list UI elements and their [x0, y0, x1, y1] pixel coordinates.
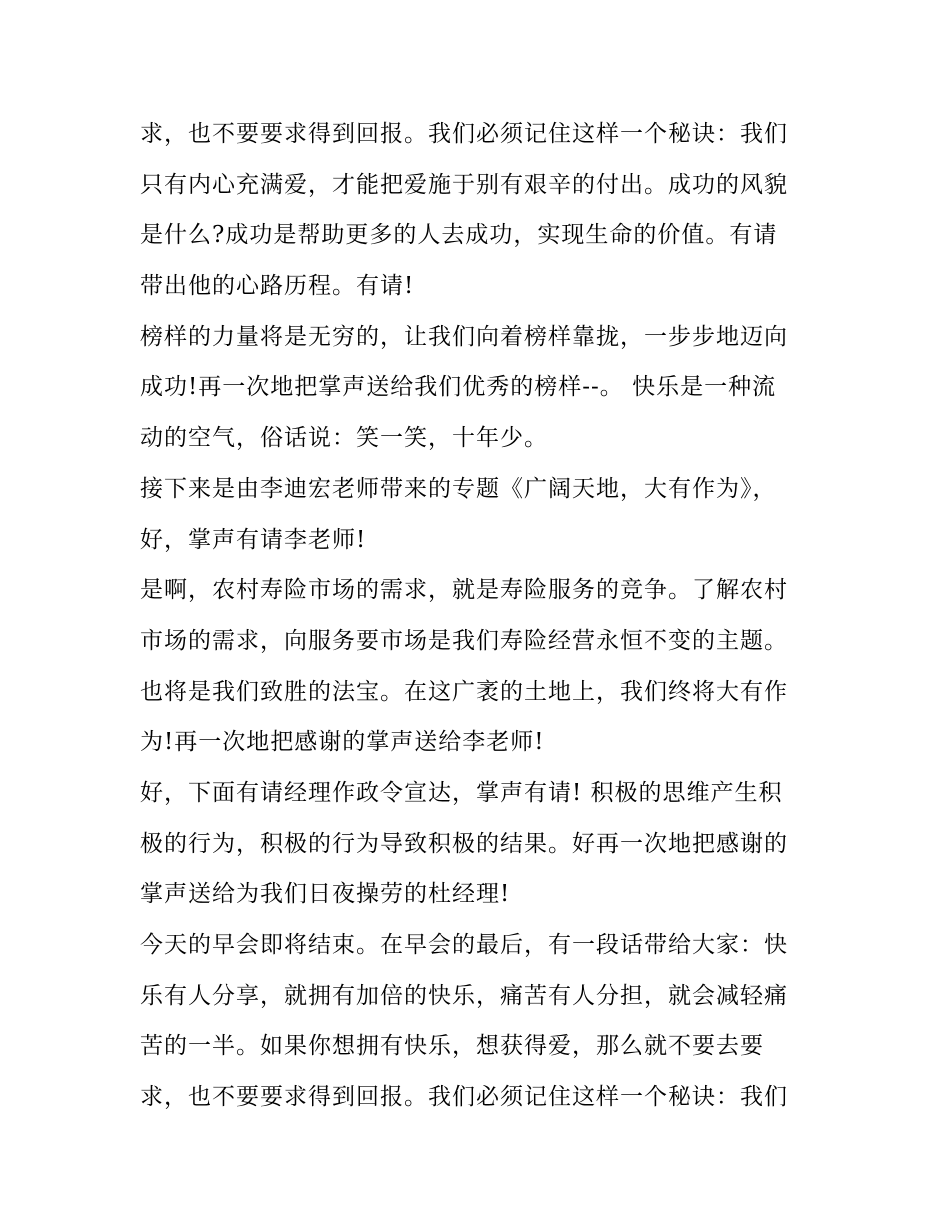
text-line: 动的空气，俗话说：笑一笑，十年少。: [140, 425, 548, 452]
text-line: 榜样的力量将是无穷的，让我们向着榜样靠拢，一步步地迈向: [140, 323, 788, 350]
text-line: 是什么?成功是帮助更多的人去成功，实现生命的价值。有请: [140, 222, 778, 249]
text-line: 掌声送给为我们日夜操劳的杜经理!: [140, 881, 511, 908]
text-line: 只有内心充满爱，才能把爱施于别有艰辛的付出。成功的风貌: [140, 171, 788, 198]
text-line: 求，也不要要求得到回报。我们必须记住这样一个秘诀：我们: [140, 1084, 788, 1111]
text-line: 好，下面有请经理作政令宣达，掌声有请! 积极的思维产生积: [140, 779, 783, 806]
text-line: 乐有人分享，就拥有加倍的快乐，痛苦有人分担，就会减轻痛: [140, 982, 788, 1009]
text-line: 求，也不要要求得到回报。我们必须记住这样一个秘诀：我们: [140, 121, 788, 147]
text-line: 极的行为，积极的行为导致积极的结果。好再一次地把感谢的: [140, 830, 788, 857]
text-line: 是啊，农村寿险市场的需求，就是寿险服务的竞争。了解农村: [140, 577, 788, 604]
text-line: 苦的一半。如果你想拥有快乐，想获得爱，那么就不要去要: [140, 1033, 764, 1060]
text-line: 市场的需求，向服务要市场是我们寿险经营永恒不变的主题。: [140, 627, 788, 654]
text-line: 成功!再一次地把掌声送给我们优秀的榜样--。 快乐是一种流: [140, 374, 777, 401]
text-line: 好，掌声有请李老师!: [140, 526, 367, 553]
text-line: 今天的早会即将结束。在早会的最后，有一段话带给大家：快: [140, 932, 788, 958]
text-line: 接下来是由李迪宏老师带来的专题《广阔天地，大有作为》，: [140, 475, 777, 502]
document-body: [140, 109, 820, 1123]
text-line: 带出他的心路历程。有请!: [140, 273, 415, 300]
text-line: 为!再一次地把感谢的掌声送给李老师!: [140, 729, 545, 756]
text-line: 也将是我们致胜的法宝。在这广袤的土地上，我们终将大有作: [140, 678, 788, 705]
